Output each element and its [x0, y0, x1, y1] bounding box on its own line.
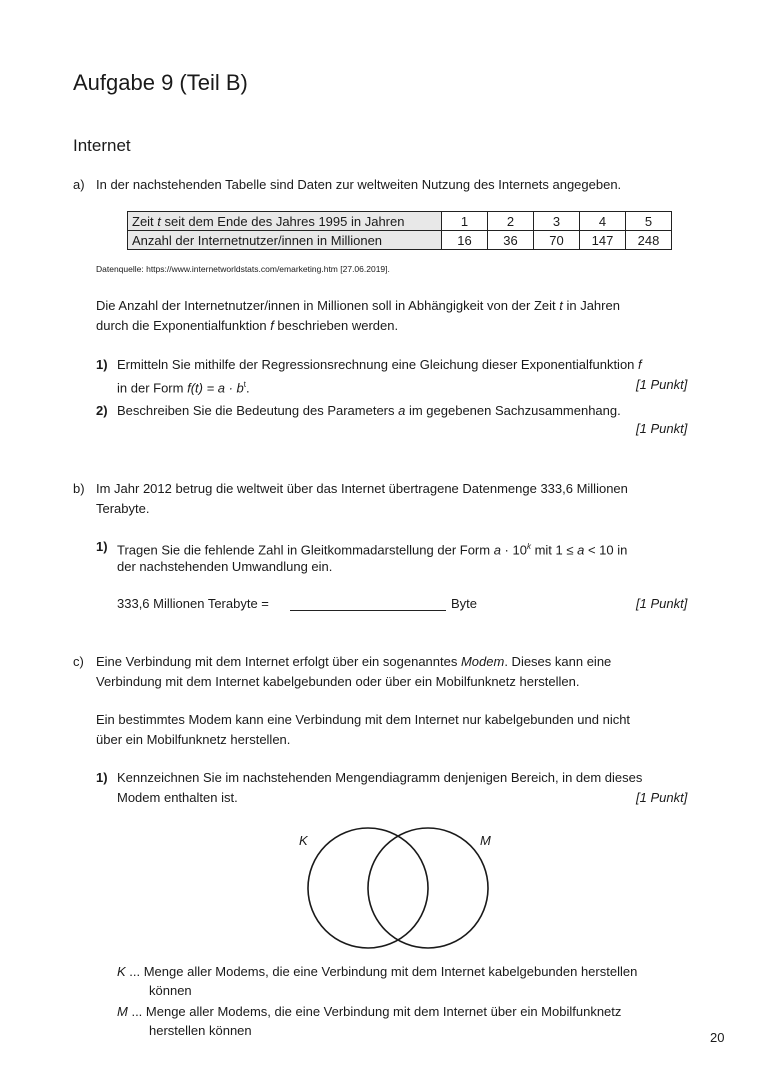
- venn-diagram[interactable]: [290, 810, 510, 970]
- table-head-users: Anzahl der Internetnutzer/innen in Millionen: [128, 231, 442, 250]
- table-cell: 1: [442, 212, 488, 231]
- table-head-time: Zeit t seit dem Ende des Jahres 1995 in Jahren: [128, 212, 442, 231]
- table-cell: 5: [626, 212, 672, 231]
- part-a-question2: Beschreiben Sie die Bedeutung des Parameters a im gegebenen Sachzusammenhang.: [117, 403, 621, 418]
- question-label: 1): [96, 770, 108, 785]
- table-row-users: [128, 231, 672, 250]
- page-number: 20: [710, 1030, 725, 1045]
- part-c-intro-line1: Eine Verbindung mit dem Internet erfolgt über ein sogenanntes Modem. Dieses kann eine: [96, 654, 612, 669]
- legend-k-line2: können: [149, 983, 192, 998]
- section-title: Internet: [73, 136, 131, 155]
- table-cell: 147: [580, 231, 626, 250]
- part-a-question1-line1: Ermitteln Sie mithilfe der Regressionsrechnung eine Gleichung dieser Exponentialfunktion f: [117, 357, 642, 372]
- points-label: [1 Punkt]: [636, 596, 688, 611]
- conversion-left: 333,6 Millionen Terabyte =: [117, 596, 269, 611]
- part-b-intro-line1: Im Jahr 2012 betrug die weltweit über das Internet übertragene Datenmenge 333,6 Millionen: [96, 481, 628, 496]
- question-label: 1): [96, 357, 108, 372]
- table-cell: 248: [626, 231, 672, 250]
- table-cell: 36: [488, 231, 534, 250]
- part-a-description-line2: durch die Exponentialfunktion f beschrieben werden.: [96, 318, 399, 333]
- legend-m-line2: herstellen können: [149, 1023, 252, 1038]
- part-a-intro: In der nachstehenden Tabelle sind Daten zur weltweiten Nutzung des Internets angegeben.: [96, 177, 622, 192]
- venn-label-m: M: [480, 833, 491, 848]
- part-a-label: a): [73, 177, 85, 192]
- venn-label-k: K: [299, 833, 308, 848]
- page-title: Aufgabe 9 (Teil B): [73, 70, 248, 95]
- question-label: 1): [96, 539, 108, 554]
- part-b-question1-line1: Tragen Sie die fehlende Zahl in Gleitkommadarstellung der Form $a \cdot 10^k$ mit 1 ≤ a < 10 in: [117, 542, 628, 558]
- part-b-question1-line2: der nachstehenden Umwandlung ein.: [117, 559, 333, 574]
- part-a-question1-line2: in der Form $f(t) = a \cdot b^t$.: [117, 380, 250, 396]
- answer-blank[interactable]: [290, 596, 446, 611]
- points-label: [1 Punkt]: [636, 421, 688, 436]
- points-label: [1 Punkt]: [636, 790, 688, 805]
- table-cell: 3: [534, 212, 580, 231]
- table-cell: 70: [534, 231, 580, 250]
- table-cell: 4: [580, 212, 626, 231]
- part-c-question1-line2: Modem enthalten ist.: [117, 790, 238, 805]
- part-c-intro-line2: Verbindung mit dem Internet kabelgebunden oder über ein Mobilfunknetz herstellen.: [96, 674, 580, 689]
- part-c-para2-line1: Ein bestimmtes Modem kann eine Verbindung mit dem Internet nur kabelgebunden und nicht: [96, 712, 631, 727]
- points-label: [1 Punkt]: [636, 377, 688, 392]
- data-table: [127, 211, 672, 250]
- data-source: Datenquelle: https://www.internetworldstats.com/emarketing.htm [27.06.2019].: [96, 264, 390, 274]
- conversion-unit: Byte: [451, 596, 478, 611]
- question-label: 2): [96, 403, 108, 418]
- part-a-description-line1: Die Anzahl der Internetnutzer/innen in Millionen soll in Abhängigkeit von der Zeit t in Jahren: [96, 298, 620, 313]
- part-c-para2-line2: über ein Mobilfunknetz herstellen.: [96, 732, 291, 747]
- legend-m-line1: M ... Menge aller Modems, die eine Verbindung mit dem Internet über ein Mobilfunknetz: [117, 1004, 622, 1019]
- legend-k-line1: K ... Menge aller Modems, die eine Verbindung mit dem Internet kabelgebunden herstellen: [117, 964, 638, 979]
- part-c-question1-line1: Kennzeichnen Sie im nachstehenden Mengendiagramm denjenigen Bereich, in dem dieses: [117, 770, 643, 785]
- part-c-label: c): [73, 654, 84, 669]
- table-row-time: [128, 212, 672, 231]
- part-b-label: b): [73, 481, 85, 496]
- part-b-intro-line2: Terabyte.: [96, 501, 150, 516]
- table-cell: 2: [488, 212, 534, 231]
- table-cell: 16: [442, 231, 488, 250]
